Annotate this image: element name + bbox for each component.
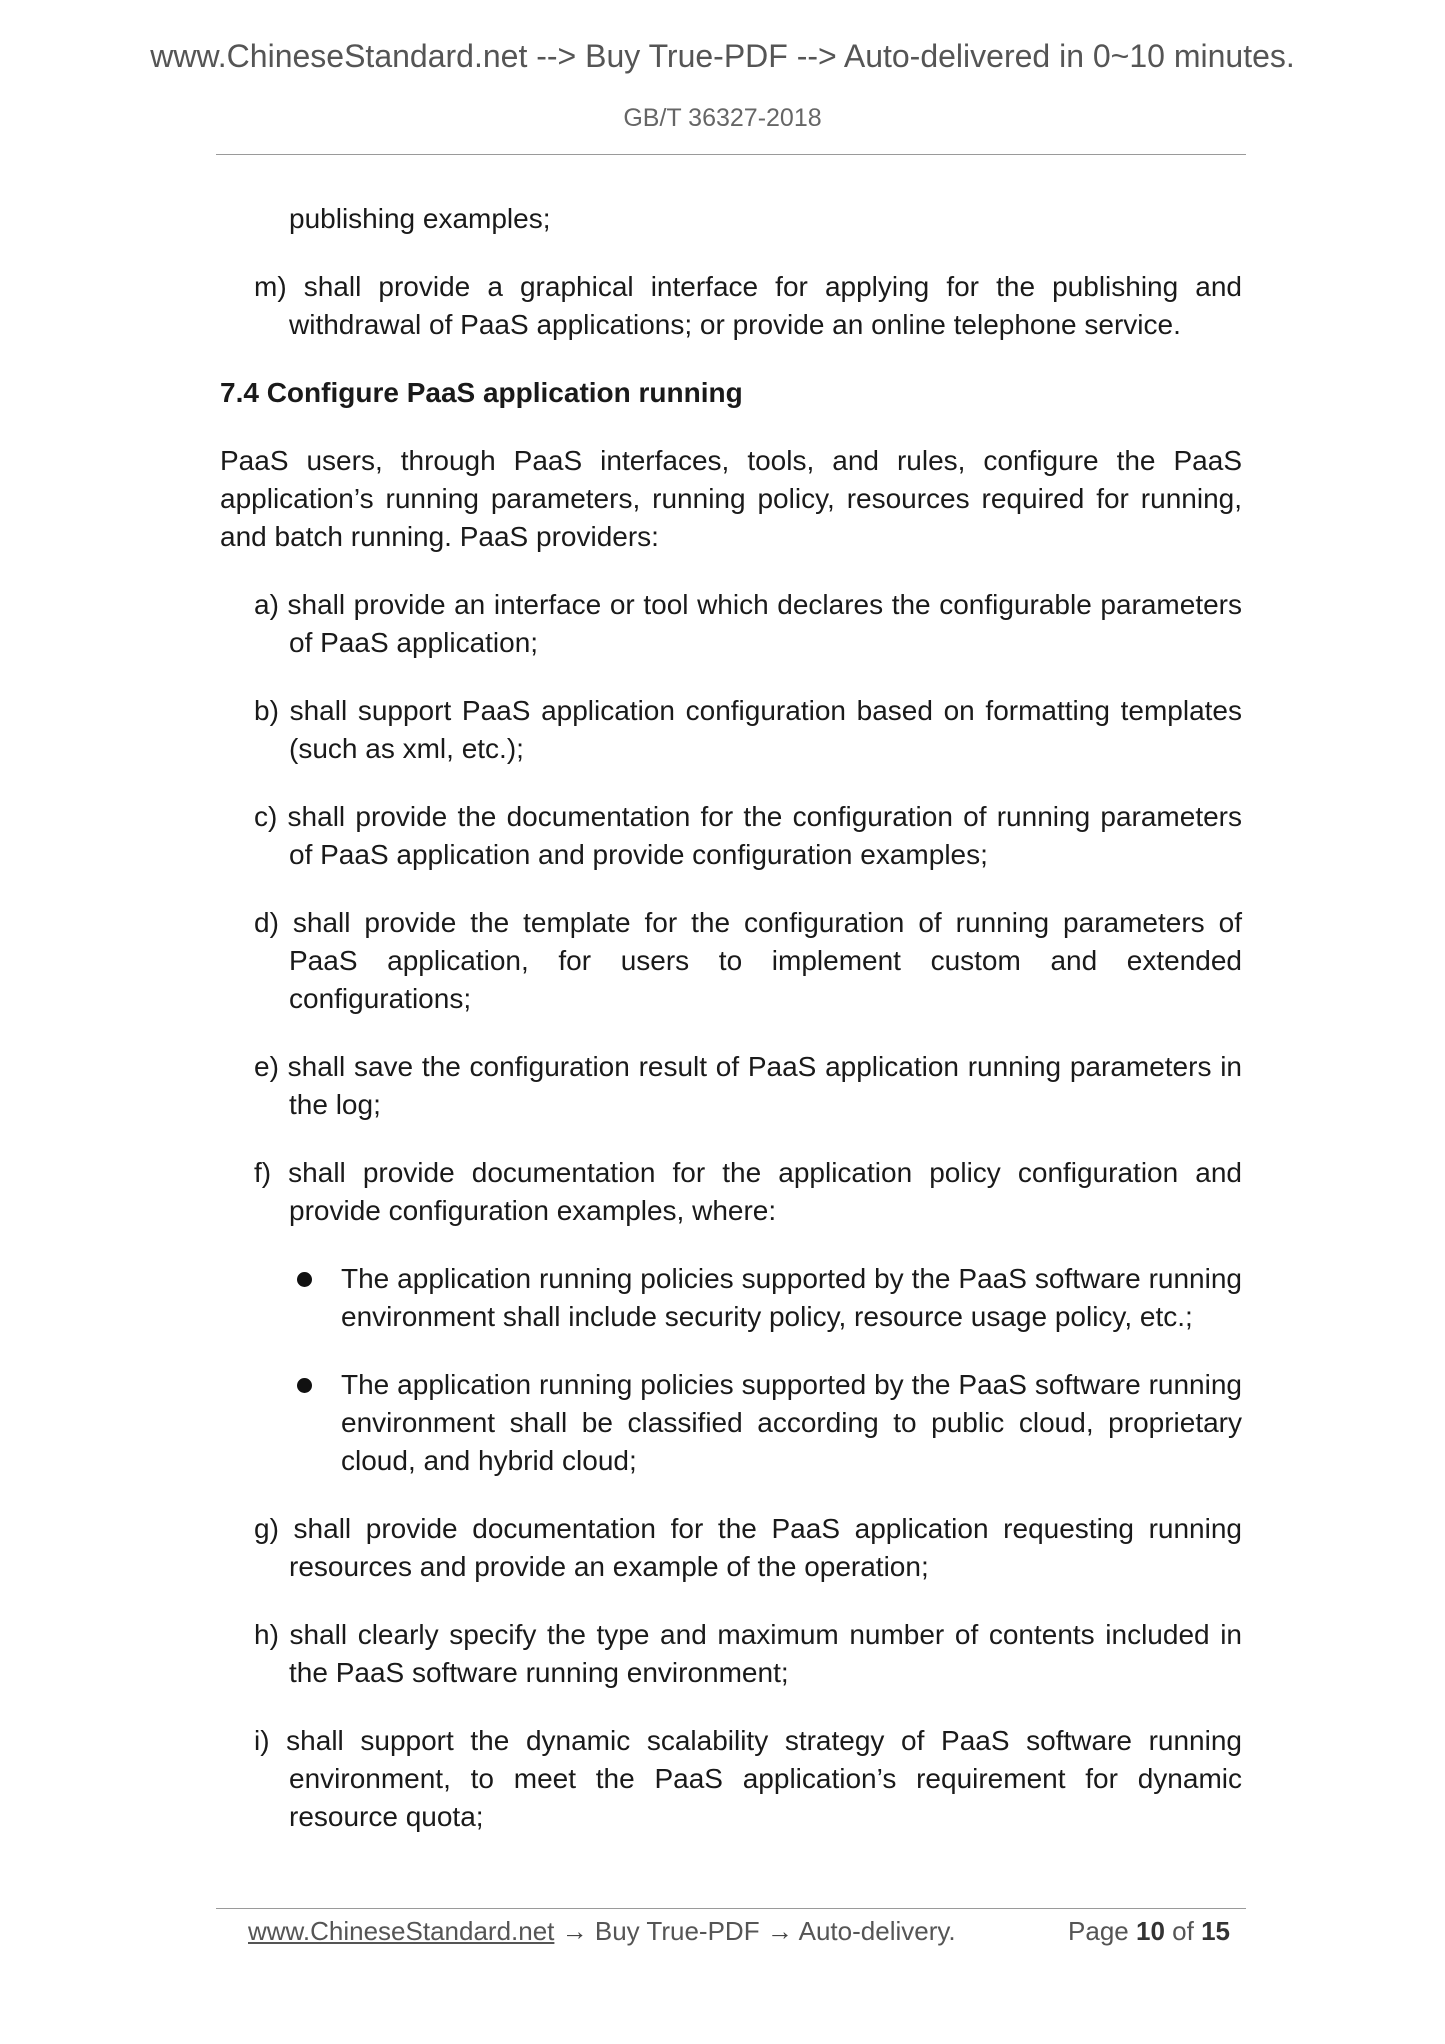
total-pages: 15	[1201, 1916, 1230, 1946]
header-divider	[216, 154, 1246, 155]
footer-delivery-text: Auto-delivery.	[798, 1916, 956, 1946]
site-banner: www.ChineseStandard.net --> Buy True-PDF --> Auto-delivered in 0~10 minutes.	[150, 38, 1295, 74]
bullet-text: The application running policies supported by the PaaS software running environment shall include security policy, resource usage policy, etc.;	[341, 1263, 1242, 1332]
standard-code: GB/T 36327-2018	[623, 104, 822, 132]
page-indicator	[1068, 1916, 1230, 1947]
arrow-right-icon: →	[766, 1916, 793, 1946]
bullet-dot-icon	[297, 1272, 312, 1287]
page-label: Page	[1068, 1916, 1129, 1946]
page-number: 10	[1136, 1916, 1165, 1946]
page-footer	[248, 1908, 1242, 1952]
list-item-a: a) shall provide an interface or tool which declares the configurable parameters of PaaS application;	[254, 589, 1242, 658]
list-item-h: h) shall clearly specify the type and maximum number of contents included in the PaaS software running environment;	[254, 1619, 1242, 1688]
list-item-d: d) shall provide the template for the configuration of running parameters of PaaS application, for users to implement custom and extended configurations;	[254, 907, 1242, 1014]
list-item-i: i) shall support the dynamic scalability strategy of PaaS software running environment, to meet the PaaS application’s requirement for dynamic resource quota;	[254, 1725, 1242, 1832]
list-item-f: f) shall provide documentation for the application policy configuration and provide configuration examples, where:	[254, 1157, 1242, 1226]
of-label: of	[1172, 1916, 1194, 1946]
footer-site-link[interactable]: www.ChineseStandard.net	[248, 1916, 555, 1946]
arrow-right-icon: →	[561, 1916, 588, 1946]
list-item-m: m) shall provide a graphical interface for applying for the publishing and withdrawal of PaaS applications; or provide an online telephone service.	[254, 271, 1242, 340]
bullet-dot-icon	[297, 1378, 312, 1393]
bullet-item	[341, 1366, 1242, 1480]
list-item-g: g) shall provide documentation for the PaaS application requesting running resources and provide an example of the operation;	[254, 1513, 1242, 1582]
footer-buy-text: Buy True-PDF	[594, 1916, 760, 1946]
section-heading: 7.4 Configure PaaS application running	[220, 377, 743, 408]
list-item-c: c) shall provide the documentation for the configuration of running parameters of PaaS application and provide configuration examples;	[254, 801, 1242, 870]
footer-promo	[248, 1916, 956, 1947]
intro-paragraph: PaaS users, through PaaS interfaces, tools, and rules, configure the PaaS application’s running parameters, running policy, resources required for running, and batch running. PaaS providers:	[220, 445, 1242, 552]
page-content	[220, 200, 1242, 1866]
bullet-text: The application running policies supported by the PaaS software running environment shall be classified according to public cloud, proprietary cloud, and hybrid cloud;	[341, 1369, 1242, 1476]
list-item-e: e) shall save the configuration result of PaaS application running parameters in the log;	[254, 1051, 1242, 1120]
list-item-b: b) shall support PaaS application configuration based on formatting templates (such as xml, etc.);	[254, 695, 1242, 764]
bullet-item	[341, 1260, 1242, 1336]
continuation-text: publishing examples;	[289, 203, 551, 234]
